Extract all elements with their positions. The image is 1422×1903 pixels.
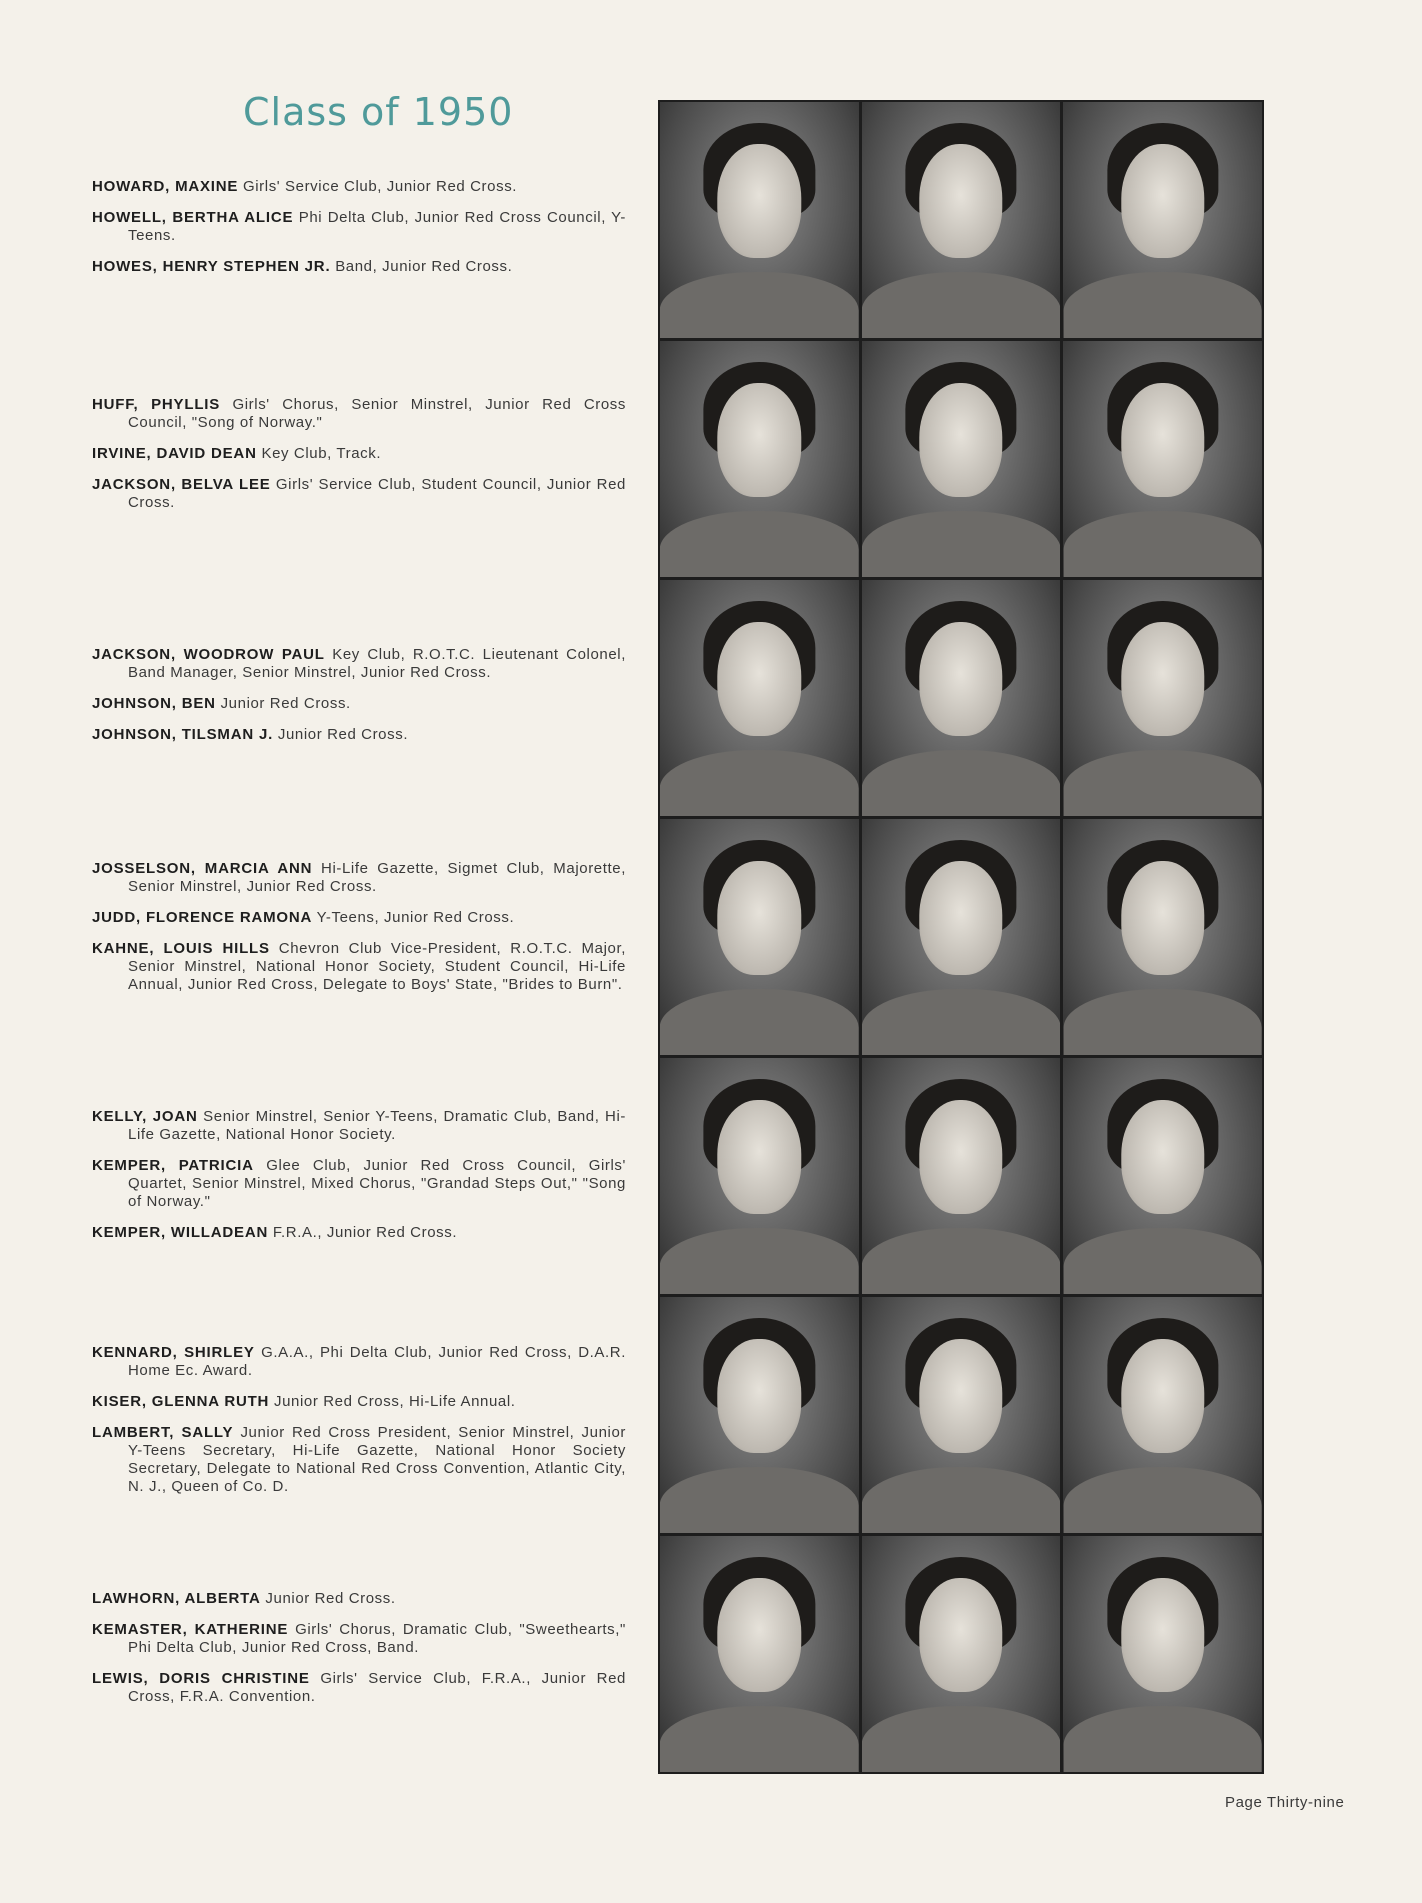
student-entry [92, 258, 626, 276]
student-portrait [660, 1536, 859, 1772]
portrait-body [660, 989, 859, 1055]
portrait-head [1121, 144, 1204, 257]
portrait-head [919, 861, 1002, 974]
student-name: KELLY, JOAN [92, 1108, 198, 1125]
portrait-body [660, 1228, 859, 1294]
student-entry [92, 909, 626, 927]
entry-group-5 [92, 1108, 626, 1255]
portrait-head [718, 861, 801, 974]
portrait-body [1063, 1706, 1262, 1772]
student-portrait [862, 819, 1061, 1055]
student-name: HOWARD, MAXINE [92, 178, 239, 195]
student-portrait [1063, 341, 1262, 577]
student-entry [92, 1424, 626, 1496]
student-activities: Girls' Chorus, Senior Minstrel, Junior Red Cross Council, "Song of Norway." [128, 396, 626, 431]
page-title: Class of 1950 [243, 90, 514, 134]
portrait-body [660, 272, 859, 338]
student-portrait [1063, 102, 1262, 338]
portrait-head [1121, 861, 1204, 974]
portrait-body [862, 1467, 1061, 1533]
student-name: KENNARD, SHIRLEY [92, 1344, 255, 1361]
student-name: JACKSON, BELVA LEE [92, 476, 271, 493]
entry-group-7 [92, 1590, 626, 1719]
portrait-body [862, 750, 1061, 816]
portrait-body [660, 1467, 859, 1533]
page-number: Page Thirty-nine [1225, 1794, 1345, 1811]
student-activities: Junior Red Cross. [277, 726, 409, 743]
student-entry [92, 1393, 626, 1411]
student-entry [92, 940, 626, 994]
entry-group-2 [92, 396, 626, 525]
student-entry [92, 860, 626, 896]
student-activities: Phi Delta Club, Junior Red Cross Council, Y-Teens. [128, 209, 626, 244]
student-name: LAWHORN, ALBERTA [92, 1590, 261, 1607]
portrait-head [718, 144, 801, 257]
student-portrait [660, 341, 859, 577]
student-entry [92, 1224, 626, 1242]
student-portrait [1063, 580, 1262, 816]
portrait-head [1121, 1100, 1204, 1213]
student-entry [92, 178, 626, 196]
student-name: JOHNSON, BEN [92, 695, 216, 712]
student-name: HOWELL, BERTHA ALICE [92, 209, 294, 226]
portrait-head [718, 1339, 801, 1452]
student-portrait [660, 819, 859, 1055]
portrait-head [919, 1100, 1002, 1213]
student-activities: Junior Red Cross President, Senior Minstrel, Junior Y-Teens Secretary, Hi-Life Gazette, National Honor Society Secretary, Delegate to National Red Cross Convention, Atlantic City, N. J., Queen of Co. D. [128, 1424, 626, 1495]
student-name: LAMBERT, SALLY [92, 1424, 234, 1441]
portrait-body [660, 511, 859, 577]
entry-group-4 [92, 860, 626, 1007]
student-portrait [862, 1297, 1061, 1533]
student-activities: Girls' Service Club, Student Council, Junior Red Cross. [128, 476, 626, 511]
student-entry [92, 646, 626, 682]
student-name: IRVINE, DAVID DEAN [92, 445, 257, 462]
student-portrait [1063, 1536, 1262, 1772]
student-activities: Key Club, R.O.T.C. Lieutenant Colonel, Band Manager, Senior Minstrel, Junior Red Cross. [128, 646, 626, 681]
student-activities: Hi-Life Gazette, Sigmet Club, Majorette, Senior Minstrel, Junior Red Cross. [128, 860, 626, 895]
portrait-head [1121, 1578, 1204, 1691]
student-activities: G.A.A., Phi Delta Club, Junior Red Cross, D.A.R. Home Ec. Award. [128, 1344, 626, 1379]
student-entry [92, 695, 626, 713]
student-activities: F.R.A., Junior Red Cross. [272, 1224, 458, 1241]
student-entry [92, 1590, 626, 1608]
portrait-head [718, 383, 801, 496]
student-activities: Glee Club, Junior Red Cross Council, Girls' Quartet, Senior Minstrel, Mixed Chorus, "Grandad Steps Out," "Song of Norway." [128, 1157, 626, 1210]
student-activities: Girls' Chorus, Dramatic Club, "Sweethearts," Phi Delta Club, Junior Red Cross, Band. [128, 1621, 626, 1656]
portrait-head [718, 622, 801, 735]
student-entry [92, 1157, 626, 1211]
portrait-body [1063, 272, 1262, 338]
student-portrait [862, 341, 1061, 577]
portrait-head [919, 1578, 1002, 1691]
portrait-head [718, 1578, 801, 1691]
portrait-head [1121, 1339, 1204, 1452]
student-portrait [660, 1297, 859, 1533]
entry-group-6 [92, 1344, 626, 1509]
student-name: HOWES, HENRY STEPHEN JR. [92, 258, 331, 275]
student-entry [92, 1344, 626, 1380]
student-name: HUFF, PHYLLIS [92, 396, 221, 413]
student-name: JUDD, FLORENCE RAMONA [92, 909, 313, 926]
student-activities: Girls' Service Club, F.R.A., Junior Red Cross, F.R.A. Convention. [128, 1670, 626, 1705]
portrait-body [1063, 511, 1262, 577]
portrait-body [1063, 1467, 1262, 1533]
portrait-body [862, 511, 1061, 577]
portrait-body [862, 1706, 1061, 1772]
student-entry [92, 1670, 626, 1706]
portrait-head [919, 1339, 1002, 1452]
student-activities: Senior Minstrel, Senior Y-Teens, Dramatic Club, Band, Hi-Life Gazette, National Honor Society. [128, 1108, 626, 1143]
portrait-head [718, 1100, 801, 1213]
student-portrait [1063, 1058, 1262, 1294]
portrait-body [660, 1706, 859, 1772]
student-name: JACKSON, WOODROW PAUL [92, 646, 325, 663]
student-activities: Junior Red Cross, Hi-Life Annual. [273, 1393, 516, 1410]
student-entry [92, 476, 626, 512]
student-entry [92, 209, 626, 245]
student-portrait [862, 102, 1061, 338]
portrait-body [862, 272, 1061, 338]
student-portrait [862, 580, 1061, 816]
student-portrait [660, 102, 859, 338]
student-entry [92, 726, 626, 744]
entry-group-1 [92, 178, 626, 289]
student-portrait [1063, 1297, 1262, 1533]
student-entry [92, 1108, 626, 1144]
entry-group-3 [92, 646, 626, 757]
student-activities: Junior Red Cross. [220, 695, 351, 712]
student-portrait [862, 1536, 1061, 1772]
student-activities: Girls' Service Club, Junior Red Cross. [242, 178, 518, 195]
student-entry [92, 445, 626, 463]
student-activities: Band, Junior Red Cross. [335, 258, 513, 275]
student-activities: Key Club, Track. [261, 445, 382, 462]
student-activities: Y-Teens, Junior Red Cross. [316, 909, 515, 926]
student-portrait [660, 1058, 859, 1294]
student-name: KEMASTER, KATHERINE [92, 1621, 289, 1638]
student-name: KAHNE, LOUIS HILLS [92, 940, 270, 957]
student-entry [92, 396, 626, 432]
student-entry [92, 1621, 626, 1657]
student-activities: Chevron Club Vice-President, R.O.T.C. Major, Senior Minstrel, National Honor Society, Student Council, Hi-Life Annual, Junior Red Cross, Delegate to Boys' State, "Brides to Burn". [128, 940, 626, 993]
student-name: JOSSELSON, MARCIA ANN [92, 860, 313, 877]
student-name: KEMPER, PATRICIA [92, 1157, 254, 1174]
portrait-grid [658, 100, 1264, 1774]
portrait-body [660, 750, 859, 816]
student-portrait [1063, 819, 1262, 1055]
portrait-head [1121, 383, 1204, 496]
portrait-body [862, 989, 1061, 1055]
portrait-body [862, 1228, 1061, 1294]
student-name: KEMPER, WILLADEAN [92, 1224, 269, 1241]
portrait-body [1063, 1228, 1262, 1294]
portrait-body [1063, 750, 1262, 816]
student-name: KISER, GLENNA RUTH [92, 1393, 270, 1410]
portrait-head [919, 383, 1002, 496]
portrait-head [919, 144, 1002, 257]
student-name: LEWIS, DORIS CHRISTINE [92, 1670, 310, 1687]
student-portrait [660, 580, 859, 816]
student-name: JOHNSON, TILSMAN J. [92, 726, 274, 743]
portrait-head [919, 622, 1002, 735]
portrait-body [1063, 989, 1262, 1055]
student-portrait [862, 1058, 1061, 1294]
portrait-head [1121, 622, 1204, 735]
student-activities: Junior Red Cross. [265, 1590, 396, 1607]
